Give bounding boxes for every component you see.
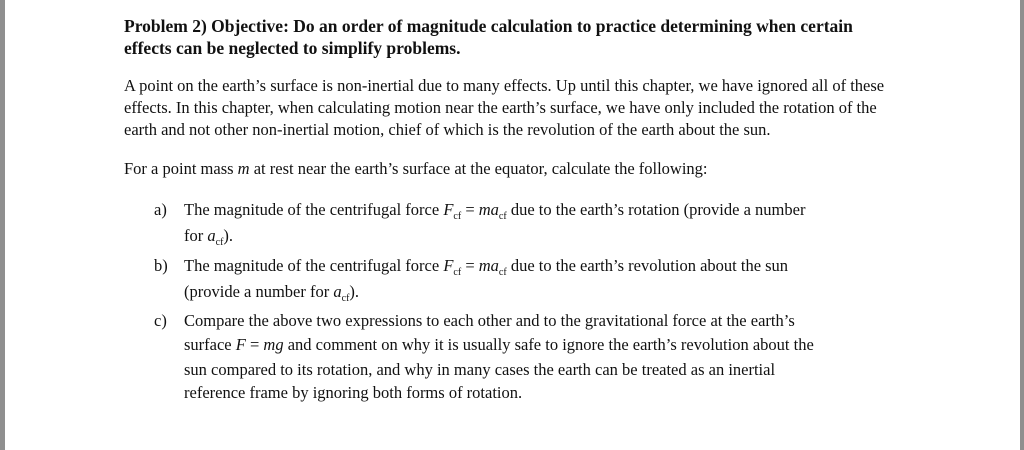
instruction-post: at rest near the earth’s surface at the equator, calculate the following: [249, 159, 708, 178]
question-text: (provide a number for [184, 282, 334, 301]
subscript: cf [498, 267, 507, 278]
left-border [0, 0, 5, 450]
problem-title: Problem 2) Objective: Do an order of magnitude calculation to practice determining when certain effects can be neglected to simplify problems. [124, 16, 853, 58]
question-text: The magnitude of the centrifugal force [184, 256, 444, 275]
question-text: due to the earth’s revolution about the sun [506, 256, 789, 275]
question-list [124, 197, 894, 404]
equals-sign: = [461, 256, 479, 275]
equals-sign: = [245, 335, 264, 354]
question-line: reference frame by ignoring both forms of rotation. [184, 383, 523, 402]
question-text: and comment on why it is usually safe to ignore the earth’s revolution about the [283, 335, 814, 354]
instruction-paragraph [124, 158, 894, 180]
question-c [124, 309, 894, 404]
problem-content [124, 15, 894, 408]
ma-symbol: ma [478, 256, 499, 275]
question-text: The magnitude of the centrifugal force [184, 200, 444, 219]
question-text: surface [184, 335, 236, 354]
mass-variable: m [237, 159, 250, 178]
subscript: cf [498, 211, 507, 222]
question-text: for [184, 226, 208, 245]
question-line: sun compared to its rotation, and why in many cases the earth can be treated as an inertial [184, 360, 776, 379]
subscript: cf [215, 237, 224, 248]
question-line: Compare the above two expressions to each other and to the gravitational force at the earth’s [184, 311, 795, 330]
question-line [184, 223, 894, 249]
mg-symbol: mg [263, 335, 284, 354]
equals-sign: = [461, 200, 479, 219]
ma-symbol: ma [478, 200, 499, 219]
question-a [124, 197, 894, 249]
question-text: due to the earth’s rotation (provide a number [506, 200, 806, 219]
subscript: cf [341, 293, 350, 304]
question-b [124, 253, 894, 305]
question-text: ). [349, 282, 360, 301]
question-line [184, 279, 894, 305]
subscript: cf [453, 267, 462, 278]
question-text: ). [223, 226, 234, 245]
question-label: a) [154, 200, 167, 219]
question-label: b) [154, 256, 168, 275]
acceleration-symbol: a [207, 226, 216, 245]
intro-paragraph: A point on the earth’s surface is non-inertial due to many effects. Up until this chapter, we have ignored all of these effects. In this chapter, when calculating motion near the earth’s surface, we have only included the rotation of the earth and not other non-inertial motion, chief of which is the revolution of the earth about the sun. [124, 76, 885, 139]
force-symbol: F [235, 335, 246, 354]
force-symbol: F [443, 256, 454, 275]
force-symbol: F [443, 200, 454, 219]
question-line [184, 332, 894, 358]
question-line [184, 197, 894, 223]
subscript: cf [453, 211, 462, 222]
instruction-pre: For a point mass [124, 159, 238, 178]
right-border [1020, 0, 1024, 450]
acceleration-symbol: a [333, 282, 342, 301]
question-label: c) [154, 311, 167, 330]
question-line [184, 253, 894, 279]
